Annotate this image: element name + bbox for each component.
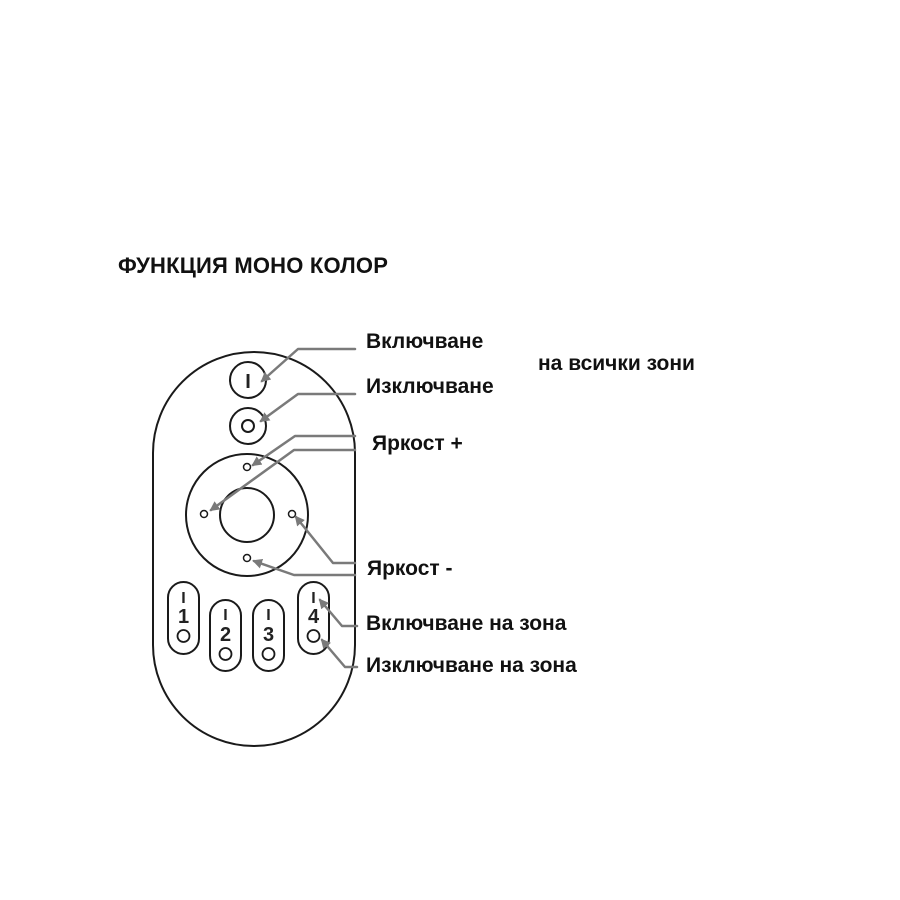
left-ring-dot[interactable] bbox=[201, 511, 208, 518]
zone-button-1[interactable] bbox=[168, 582, 199, 654]
zone-button-3[interactable] bbox=[253, 600, 284, 671]
zone-3-off-symbol bbox=[263, 648, 275, 660]
arrow-brightness-up-left bbox=[211, 450, 355, 510]
zone-button-2[interactable] bbox=[210, 600, 241, 671]
label-power-off: Изключване bbox=[366, 375, 494, 398]
power-on-button[interactable] bbox=[230, 362, 266, 398]
label-zone-on: Включване на зона bbox=[366, 612, 567, 635]
arrow-power-off bbox=[261, 394, 355, 421]
power-off-symbol bbox=[242, 420, 254, 432]
label-brightness-up: Яркост + bbox=[372, 432, 463, 455]
brightness-down-dot[interactable] bbox=[244, 555, 251, 562]
power-off-button[interactable] bbox=[230, 408, 266, 444]
zone-4-on-symbol: I bbox=[311, 590, 316, 607]
label-all-zones: на всички зони bbox=[538, 352, 695, 375]
brightness-ring bbox=[186, 454, 308, 576]
zone-3-number: 3 bbox=[262, 624, 275, 646]
zone-3-on-symbol: I bbox=[266, 607, 271, 624]
zone-1-off-symbol bbox=[178, 630, 190, 642]
zone-2-on-symbol: I bbox=[223, 607, 228, 624]
zone-4-number: 4 bbox=[307, 606, 320, 628]
zone-4-off-symbol bbox=[308, 630, 320, 642]
power-on-symbol: I bbox=[245, 371, 251, 393]
zone-2-off-symbol bbox=[220, 648, 232, 660]
arrow-brightness-down-right bbox=[296, 517, 355, 563]
page-title: ФУНКЦИЯ МОНО КОЛОР bbox=[118, 253, 389, 278]
zone-1-on-symbol: I bbox=[181, 590, 186, 607]
label-zone-off: Изключване на зона bbox=[366, 654, 577, 677]
right-ring-dot[interactable] bbox=[289, 511, 296, 518]
zone-2-number: 2 bbox=[219, 624, 232, 646]
arrow-zone-on bbox=[320, 600, 357, 626]
zone-1-number: 1 bbox=[177, 606, 190, 628]
label-brightness-down: Яркост - bbox=[367, 557, 453, 580]
label-power-on: Включване bbox=[366, 330, 484, 353]
remote-body bbox=[153, 352, 355, 746]
brightness-up-dot[interactable] bbox=[244, 464, 251, 471]
